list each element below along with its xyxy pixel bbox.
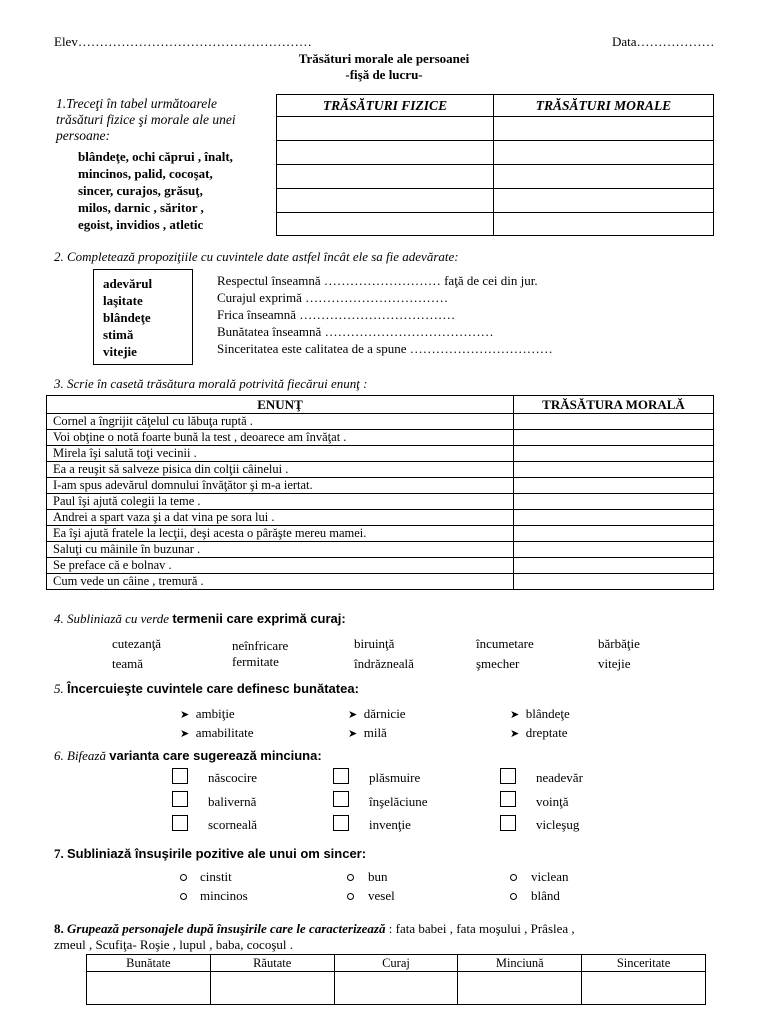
ex2-instruction: 2. Completează propoziţiile cu cuvintele date astfel încât ele sa fie adevărate: [54,249,459,264]
checkbox[interactable] [333,791,349,807]
ex1-cell[interactable] [494,141,714,165]
ex3-answer-cell[interactable] [514,494,714,510]
list-item[interactable]: îndrăzneală [354,656,414,671]
list-item[interactable]: blând [531,888,560,903]
ex3-answer-cell[interactable] [514,414,714,430]
list-item[interactable]: bun [368,869,388,884]
ex1-word-list: blândeţe, ochi căprui , înalt, mincinos, palid, cocoşat, sincer, curajos, grăsuţ, milos, darnic , săritor , egoist, invidios , atletic [78,149,233,232]
checkbox-label: voinţă [536,794,569,809]
ex3-answer-cell[interactable] [514,510,714,526]
ex2-word-box: adevărul laşitate blândeţe stimă vitejie [93,269,193,365]
ex6-instruction: 6. Bifează varianta care sugerează minciuna: [54,748,322,763]
ex8-col-header: Curaj [334,955,458,972]
table-row: Mirela îşi salută toţi vecinii . [47,446,714,462]
date-field[interactable]: Data……………… [612,34,715,49]
ex1-cell[interactable] [277,165,494,189]
table-row: I-am spus adevărul domnului învăţător şi m-a iertat. [47,478,714,494]
page-subtitle: -fişă de lucru- [345,67,423,82]
list-item[interactable]: ➤ blândeţe [510,706,570,721]
list-item[interactable]: ➤ dreptate [510,725,568,740]
checkbox-label: înşelăciune [369,794,428,809]
ex1-cell[interactable] [494,165,714,189]
ex3-col-statement: ENUNŢ [47,396,514,414]
list-item[interactable]: ➤ ambiţie [180,706,235,721]
ex3-answer-cell[interactable] [514,526,714,542]
checkbox[interactable] [172,815,188,831]
ex3-answer-cell[interactable] [514,430,714,446]
ex3-instruction: 3. Scrie în casetă trăsătura morală potrivită fiecărui enunţ : [54,376,368,391]
ex1-col-physical: TRĂSĂTURI FIZICE [277,95,494,117]
table-row: Ea a reuşit să salveze pisica din colţii câinelui . [47,462,714,478]
arrow-bullet-icon: ➤ [348,709,358,721]
checkbox[interactable] [500,768,516,784]
checkbox-label: plăsmuire [369,770,421,785]
ex1-cell[interactable] [494,117,714,141]
arrow-bullet-icon: ➤ [510,728,520,740]
table-row: Cum vede un câine , tremură . [47,574,714,590]
list-item[interactable]: ➤ amabilitate [180,725,254,740]
ex1-col-moral: TRĂSĂTURI MORALE [494,95,714,117]
ex1-cell[interactable] [277,213,494,236]
ex8-instruction: 8. Grupează personajele după însuşirile care le caracterizează : fata babei , fata moşului , Prâslea , [54,921,575,936]
ex7-instruction: 7. Subliniază însuşirile pozitive ale unui om sincer: [54,846,367,861]
list-item[interactable]: mincinos [200,888,248,903]
ex8-col-header: Răutate [210,955,334,972]
ex5-instruction: 5. Încercuieşte cuvintele care definesc bunătatea: [54,681,359,696]
table-row: Paul îşi ajută colegii la teme . [47,494,714,510]
bullet-circle-icon [180,893,187,900]
table-row: Andrei a spart vaza şi a dat vina pe sora lui . [47,510,714,526]
checkbox[interactable] [500,815,516,831]
ex3-answer-cell[interactable] [514,478,714,494]
list-item[interactable]: vesel [368,888,395,903]
ex3-answer-cell[interactable] [514,574,714,590]
list-item[interactable]: ➤ dărnicie [348,706,406,721]
ex8-col-header: Minciună [458,955,582,972]
ex1-cell[interactable] [494,189,714,213]
list-item[interactable]: neînfricare [232,638,289,653]
list-item[interactable]: cutezanţă [112,636,162,651]
bullet-circle-icon [510,893,517,900]
ex3-answer-cell[interactable] [514,462,714,478]
ex2-sentence[interactable]: Sinceritatea este calitatea de a spune …………………………… [217,341,553,356]
ex1-cell[interactable] [494,213,714,236]
arrow-bullet-icon: ➤ [510,709,520,721]
arrow-bullet-icon: ➤ [348,728,358,740]
list-item[interactable]: cinstit [200,869,232,884]
checkbox[interactable] [172,768,188,784]
ex3-answer-cell[interactable] [514,558,714,574]
ex2-sentence[interactable]: Frica înseamnă ……………………………… [217,307,456,322]
ex2-sentence[interactable]: Respectul înseamnă ……………………… faţă de cei din jur. [217,273,538,288]
ex8-answer-cell[interactable] [210,972,334,1005]
table-row: Voi obţine o notă foarte bună la test , deoarece am învăţat . [47,430,714,446]
ex8-col-header: Bunătate [87,955,211,972]
table-row: Saluţi cu mâinile în buzunar . [47,542,714,558]
ex1-cell[interactable] [277,189,494,213]
bullet-circle-icon [347,874,354,881]
ex8-answer-cell[interactable] [582,972,706,1005]
checkbox[interactable] [333,815,349,831]
list-item[interactable]: şmecher [476,656,520,671]
page-title: Trăsături morale ale persoanei [298,51,470,66]
ex8-characters: zmeul , Scufiţa- Roşie , lupul , baba, cocoşul . [54,937,294,952]
table-row: Cornel a îngrijit căţelul cu lăbuţa ruptă . [47,414,714,430]
bullet-circle-icon [510,874,517,881]
bullet-circle-icon [347,893,354,900]
ex8-table [86,954,706,1005]
ex8-answer-cell[interactable] [458,972,582,1005]
list-item[interactable]: biruinţă [354,636,395,651]
list-item[interactable]: bărbăţie [598,636,640,651]
table-row: Ea îşi ajută fratele la lecţii, deşi acesta o pârăşte mereu mamei. [47,526,714,542]
bullet-circle-icon [180,874,187,881]
ex3-col-trait: TRĂSĂTURA MORALĂ [514,396,714,414]
checkbox-label: neadevăr [536,770,583,785]
checkbox[interactable] [333,768,349,784]
list-item[interactable]: ➤ milă [348,725,387,740]
list-item[interactable]: fermitate [232,654,279,669]
checkbox-label: născocire [208,770,258,785]
checkbox-label: invenţie [369,817,411,832]
table-row: Se preface că e bolnav . [47,558,714,574]
checkbox-label: vicleşug [536,817,580,832]
checkbox-label: balivernă [208,794,257,809]
checkbox[interactable] [172,791,188,807]
checkbox[interactable] [500,791,516,807]
ex8-answer-cell[interactable] [334,972,458,1005]
ex3-answer-cell[interactable] [514,542,714,558]
ex8-answer-cell[interactable] [87,972,211,1005]
ex2-sentence[interactable]: Bunătatea înseamnă ………………………………… [217,324,494,339]
ex2-sentence[interactable]: Curajul exprimă …………………………… [217,290,449,305]
list-item[interactable]: teamă [112,656,144,671]
ex1-cell[interactable] [277,141,494,165]
ex4-instruction: 4. Subliniază cu verde termenii care exprimă curaj: [54,611,346,626]
checkbox-label: scorneală [208,817,258,832]
ex1-instruction: 1.Treceţi în tabel următoarele trăsături fizice şi morale ale unei persoane: [56,96,236,143]
ex8-col-header: Sinceritate [582,955,706,972]
arrow-bullet-icon: ➤ [180,709,190,721]
list-item[interactable]: încumetare [476,636,534,651]
list-item[interactable]: vitejie [598,656,631,671]
arrow-bullet-icon: ➤ [180,728,190,740]
list-item[interactable]: viclean [531,869,569,884]
student-name-field[interactable]: Elev……………………………………………… [54,34,312,49]
ex1-cell[interactable] [277,117,494,141]
ex3-table [46,395,714,590]
ex3-answer-cell[interactable] [514,446,714,462]
ex2-sentences [217,272,553,357]
ex1-table [276,94,714,236]
